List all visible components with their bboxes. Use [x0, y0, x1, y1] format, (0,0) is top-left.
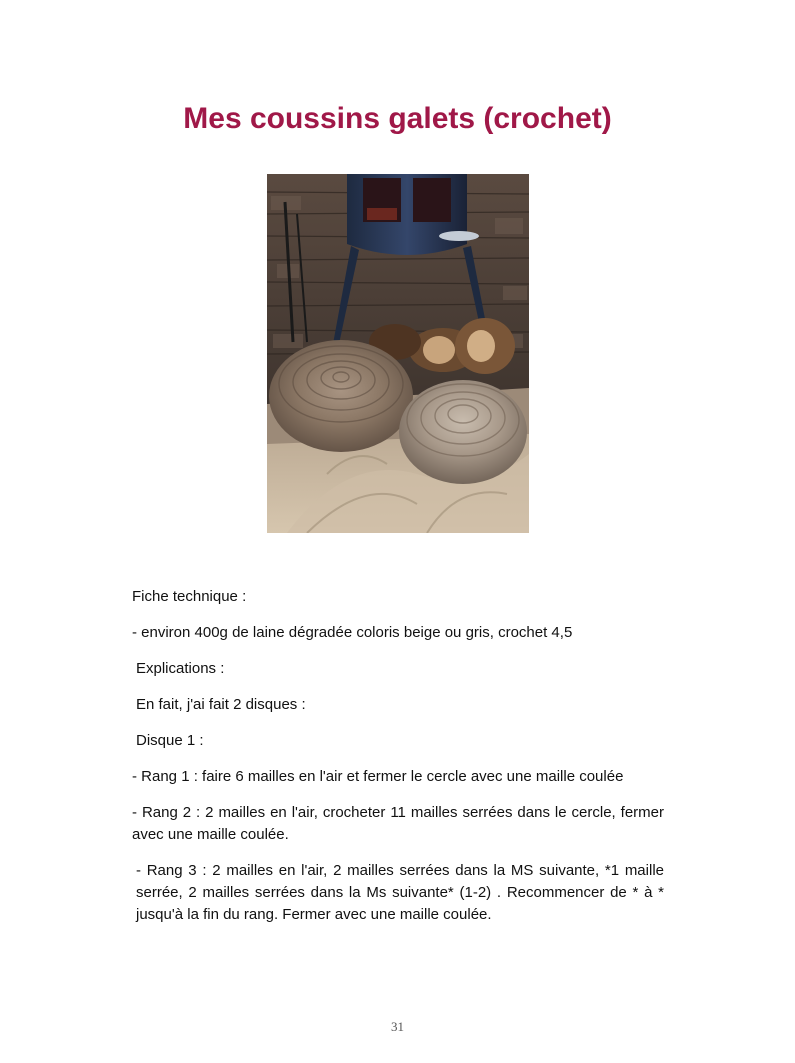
paragraph-row-3: - Rang 3 : 2 mailles en l'air, 2 mailles serrées dans la MS suivante, *1 maille serrée, 2 mailles serrées dans la Ms suivante* (1-2) . Recommencer de * à * jusqu'à la fin du rang. Fermer avec une maille coulée.	[136, 862, 664, 923]
paragraph-materials: - environ 400g de laine dégradée coloris beige ou gris, crochet 4,5	[132, 624, 573, 641]
body-text	[132, 586, 664, 940]
page-title: Mes coussins galets (crochet)	[183, 102, 612, 135]
paragraph-technical-sheet: Fiche technique :	[132, 588, 247, 605]
paragraph-two-discs: En fait, j'ai fait 2 disques :	[136, 696, 306, 713]
paragraph-row-2: - Rang 2 : 2 mailles en l'air, crocheter 11 mailles serrées dans le cercle, fermer avec une maille coulée.	[132, 804, 664, 843]
photo-crochet-cushions	[267, 174, 529, 533]
paragraph-explanations: Explications :	[136, 660, 225, 677]
page-number: 31	[391, 1019, 404, 1034]
paragraph-row-1: - Rang 1 : faire 6 mailles en l'air et fermer le cercle avec une maille coulée	[132, 768, 624, 785]
paragraph-disc-1: Disque 1 :	[136, 732, 204, 749]
